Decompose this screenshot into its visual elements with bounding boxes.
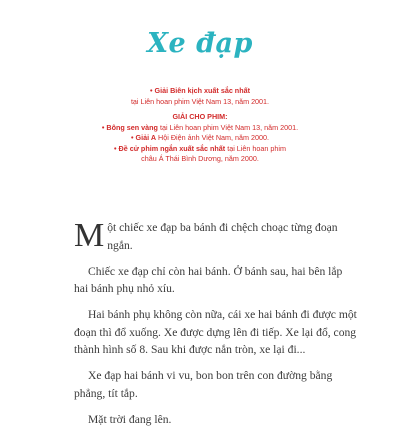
page-title: Xe đạp bbox=[147, 28, 253, 59]
paragraph-5: Mặt trời đang lên. bbox=[88, 412, 172, 426]
award-nomination-detail: châu Á Thái Bình Dương, năm 2000. bbox=[141, 154, 259, 163]
paragraph-4: Xe đạp hai bánh vi vu, bon bon trên con đường bằng phẳng, tít tắp. bbox=[74, 369, 333, 400]
award-screenplay: • Giải Biên kịch xuất sắc nhất bbox=[150, 86, 250, 95]
awards-heading: GIẢI CHO PHIM: bbox=[172, 112, 228, 121]
award-a: • Giải A Hội Điện ảnh Việt Nam, năm 2000. bbox=[131, 133, 269, 142]
awards-block bbox=[40, 86, 360, 165]
story-text bbox=[74, 217, 357, 437]
award-golden-lotus: • Bông sen vàng tại Liên hoan phim Việt Nam 13, năm 2001. bbox=[101, 122, 299, 132]
award-screenplay-detail: tại Liên hoan phim Việt Nam 13, năm 2001. bbox=[130, 96, 270, 106]
paragraph-2: Chiếc xe đạp chỉ còn hai bánh. Ở bánh sau, hai bên lắp hai bánh phụ nhỏ xíu. bbox=[74, 264, 343, 295]
drop-cap: M bbox=[74, 217, 105, 254]
award-screenplay-title: Giải Biên kịch xuất sắc nhất bbox=[154, 86, 250, 95]
paragraph-3: Hai bánh phụ không còn nữa, cái xe hai bánh đi được một đoạn thì đổ xuống. Xe được dựng lên đi tiếp. Xe lại đổ, cong thành hình số 8. Sau khi được nắn tròn, xe lại đi... bbox=[74, 308, 357, 356]
award-nomination: • Đề cử phim ngắn xuất sắc nhất tại Liên hoan phim bbox=[114, 143, 286, 153]
paragraph-1: M ột chiếc xe đạp ba bánh đi chệch choạc từng đoạn ngắn. bbox=[74, 217, 338, 254]
